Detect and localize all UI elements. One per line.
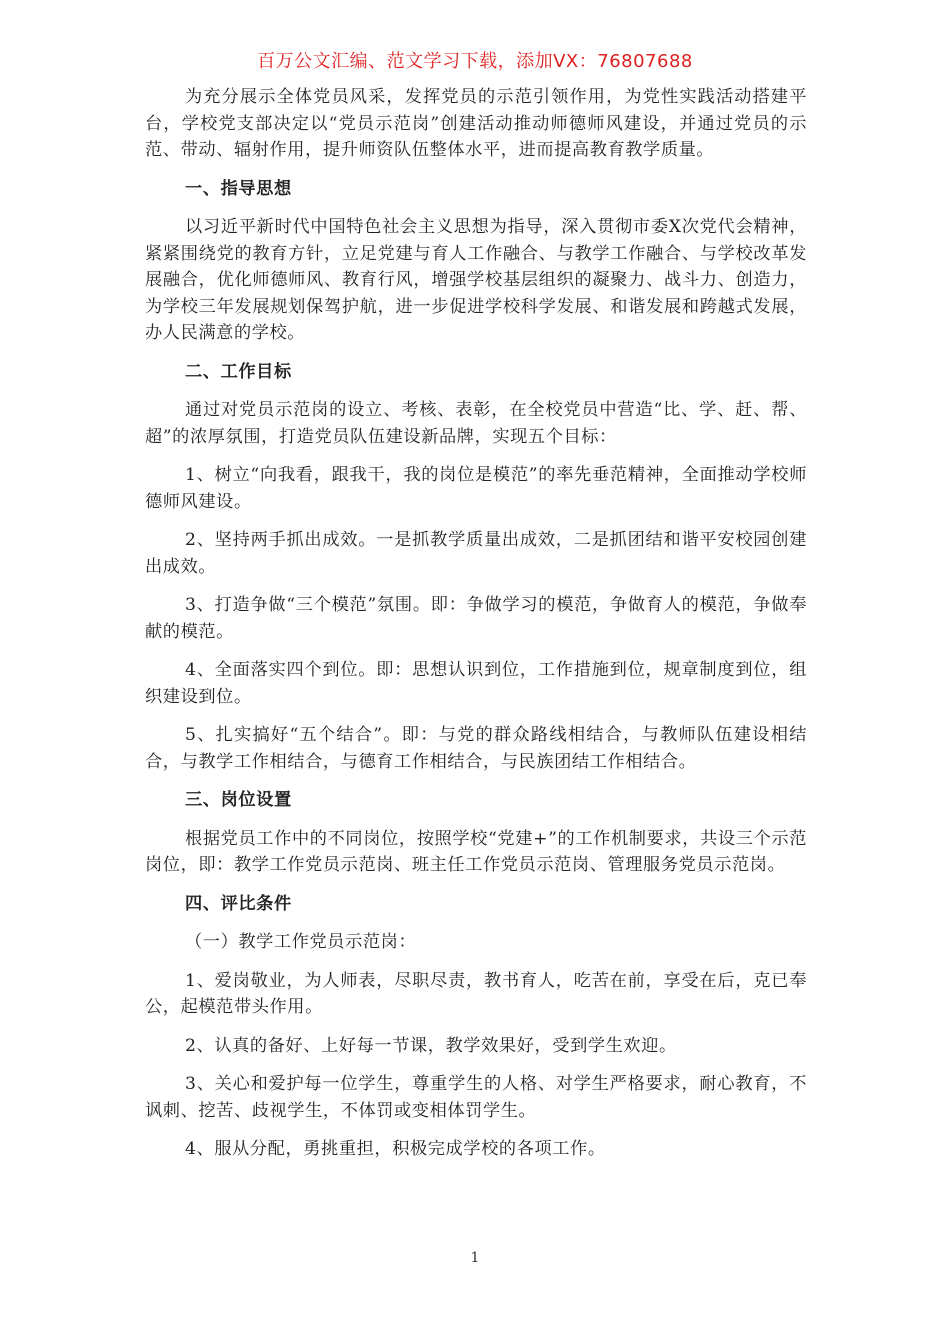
section-heading-guiding-ideology: 一、指导思想 [185, 178, 292, 199]
list-item: 4、全面落实四个到位。即：思想认识到位，工作措施到位，规章制度到位，组织建设到位。 [145, 660, 807, 707]
list-item: 5、扎实搞好“五个结合”。即：与党的群众路线相结合，与教师队伍建设相结合，与教学工作相结合，与德育工作相结合，与民族团结工作相结合。 [145, 725, 807, 772]
header-banner: 百万公文汇编、范文学习下载，添加VX：76807688 [257, 51, 693, 72]
section-paragraph: 根据党员工作中的不同岗位，按照学校“党建+”的工作机制要求，共设三个示范岗位，即：教学工作党员示范岗、班主任工作党员示范岗、管理服务党员示范岗。 [145, 828, 807, 875]
document-body [145, 84, 807, 1163]
section-paragraph: 通过对党员示范岗的设立、考核、表彰，在全校党员中营造“比、学、赶、帮、超”的浓厚氛围，打造党员队伍建设新品牌，实现五个目标： [145, 400, 807, 447]
section-heading-work-goals: 二、工作目标 [185, 361, 292, 382]
section-paragraph: 以习近平新时代中国特色社会主义思想为指导，深入贯彻市委X次党代会精神，紧紧围绕党的教育方针，立足党建与育人工作融合、与教学工作融合、与学校改革发展融合，优化师德师风、教育行风，增强学校基层组织的凝聚力、战斗力、创造力，为学校三年发展规划保驾护航，进一步促进学校科学发展、和谐发展和跨越式发展，办人民满意的学校。 [145, 217, 807, 343]
list-item: 1、爱岗敬业，为人师表，尽职尽责，教书育人，吃苦在前，享受在后，克已奉公，起模范带头作用。 [145, 970, 807, 1017]
section-heading-post-setup: 三、岗位设置 [185, 790, 292, 810]
list-item: 4、服从分配，勇挑重担，积极完成学校的各项工作。 [185, 1139, 606, 1159]
section-heading-criteria: 四、评比条件 [185, 893, 292, 914]
list-item: 3、关心和爱护每一位学生，尊重学生的人格、对学生严格要求，耐心教育，不讽刺、挖苦、歧视学生，不体罚或变相体罚学生。 [145, 1074, 807, 1121]
list-item: 1、树立“向我看，跟我干，我的岗位是模范”的率先垂范精神，全面推动学校师德师风建设。 [145, 465, 807, 512]
intro-paragraph: 为充分展示全体党员风采，发挥党员的示范引领作用，为党性实践活动搭建平台，学校党支部决定以“党员示范岗”创建活动推动师德师风建设，并通过党员的示范、带动、辐射作用，提升师资队伍整体水平，进而提高教育教学质量。 [145, 87, 807, 160]
page-number: 1 [470, 1250, 480, 1266]
list-item: 2、坚持两手抓出成效。一是抓教学质量出成效，二是抓团结和谐平安校园创建出成效。 [145, 530, 807, 577]
list-item: 3、打造争做“三个模范”氛围。即：争做学习的模范，争做育人的模范，争做奉献的模范。 [145, 595, 807, 642]
subsection-heading: （一）教学工作党员示范岗： [185, 932, 417, 952]
list-item: 2、认真的备好、上好每一节课，教学效果好，受到学生欢迎。 [185, 1035, 677, 1056]
